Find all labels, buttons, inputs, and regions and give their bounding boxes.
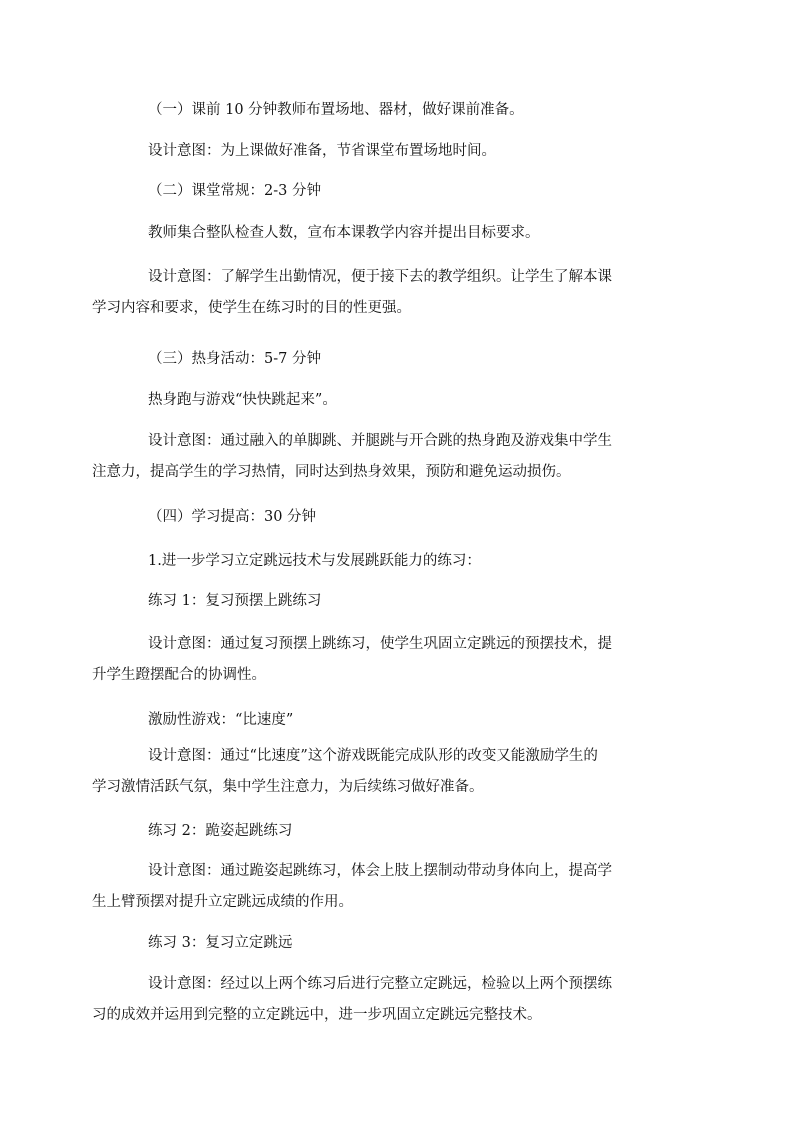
text-line: 设计意图：通过融入的单脚跳、并腿跳与开合跳的热身跑及游戏集中学生 [148,433,612,449]
text-line: 升学生蹬摆配合的协调性。 [92,667,266,683]
paragraph-warmup [120,385,680,416]
text-line: 练习 3：复习立定跳远 [148,935,293,951]
paragraph-design-intent [92,969,680,1031]
text-line: 生上臂预摆对提升立定跳远成绩的作用。 [92,894,353,910]
text-line: （三）热身活动：5-7 分钟 [148,351,321,367]
paragraph-subsection [120,546,680,577]
paragraph-design-intent [92,856,680,918]
text-line: 激励性游戏：“比速度” [148,712,294,728]
text-line: 习的成效并运用到完整的立定跳远中，进一步巩固立定跳远完整技术。 [92,1007,542,1023]
text-line: 设计意图：为上课做好准备，节省课堂布置场地时间。 [148,143,496,159]
paragraph-design-intent [92,741,680,803]
paragraph-exercise-2 [120,816,680,847]
text-line: 热身跑与游戏“快快跳起来”。 [148,392,337,408]
text-line: 设计意图：经过以上两个练习后进行完整立定跳远，检验以上两个预摆练 [148,976,612,992]
paragraph-pre-class [120,95,680,126]
paragraph-game [120,705,680,736]
text-line: 学习内容和要求，使学生在练习时的目的性更强。 [92,300,411,316]
paragraph-routine [120,218,680,249]
section-heading-learning [120,502,680,533]
text-line: 设计意图：了解学生出勤情况，便于接下去的教学组织。让学生了解本课 [148,269,612,285]
paragraph-design-intent [92,629,680,691]
paragraph-exercise-1 [120,586,680,617]
paragraph-design-intent [92,426,680,488]
section-heading-routine [120,176,680,207]
text-line: 注意力，提高学生的学习热情，同时达到热身效果，预防和避免运动损伤。 [92,464,571,480]
text-line: （四）学习提高：30 分钟 [148,509,317,525]
text-line: （二）课堂常规：2-3 分钟 [148,183,321,199]
paragraph-exercise-3 [120,928,680,959]
text-line: 设计意图：通过“比速度”这个游戏既能完成队形的改变又能激励学生的 [148,748,598,764]
text-line: 1.进一步学习立定跳远技术与发展跳跃能力的练习： [148,553,481,569]
text-line: 教师集合整队检查人数，宣布本课教学内容并提出目标要求。 [148,225,540,241]
text-line: 练习 2：跪姿起跳练习 [148,823,293,839]
text-line: 学习激情活跃气氛，集中学生注意力，为后续练习做好准备。 [92,779,484,795]
text-line: 设计意图：通过复习预摆上跳练习，使学生巩固立定跳远的预摆技术，提 [148,636,612,652]
text-line: （一）课前 10 分钟教师布置场地、器材，做好课前准备。 [148,102,524,118]
paragraph-design-intent [92,262,680,324]
paragraph-design-intent [120,136,680,167]
text-line: 设计意图：通过跪姿起跳练习，体会上肢上摆制动带动身体向上，提高学 [148,863,612,879]
section-heading-warmup [120,344,680,375]
text-line: 练习 1：复习预摆上跳练习 [148,593,322,609]
